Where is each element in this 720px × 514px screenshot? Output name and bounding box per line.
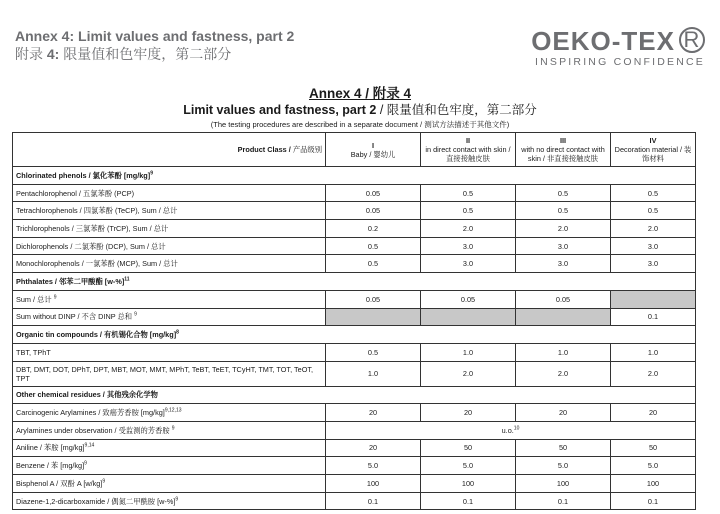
row-label: Sum / 总计 $^9$ [13, 290, 326, 308]
table-row-mcp [13, 255, 696, 273]
value-class-4: 100 [611, 475, 696, 493]
logo-wordmark: OEKO-TEX [531, 26, 675, 56]
value-class-1: 0.1 [326, 492, 421, 510]
value-class-4: 3.0 [611, 255, 696, 273]
value-class-4: 2.0 [611, 361, 696, 386]
row-label: Trichlorophenols / 三氯苯酚 (TrCP), Sum / 总计 [13, 220, 326, 238]
section-row-other-residues: Other chemical residues / 其他残余化学物 [13, 386, 696, 404]
table-row-bisphenol-a [13, 475, 696, 493]
row-label: Monochlorophenols / 一氯苯酚 (MCP), Sum / 总计 [13, 255, 326, 273]
value-class-1: 0.5 [326, 255, 421, 273]
value-class-1: 20 [326, 439, 421, 457]
value-class-2: 0.05 [421, 290, 516, 308]
value-class-4: 5.0 [611, 457, 696, 475]
value-class-3: 0.5 [516, 184, 611, 202]
value-class-3: 5.0 [516, 457, 611, 475]
product-class-header-row [13, 133, 696, 167]
table-row-trcp [13, 220, 696, 238]
table-row-dbt-group [13, 361, 696, 386]
value-class-2: 3.0 [421, 255, 516, 273]
oeko-tex-logo [531, 26, 705, 68]
value-class-3: 20 [516, 404, 611, 422]
value-class-1: 0.5 [326, 343, 421, 361]
value-class-1: 5.0 [326, 457, 421, 475]
value-class-4: 1.0 [611, 343, 696, 361]
table-row-diazene-dicarboxamide [13, 492, 696, 510]
value-class-2: 2.0 [421, 361, 516, 386]
value-class-3: 50 [516, 439, 611, 457]
value-class-2: 20 [421, 404, 516, 422]
value-class-1: 0.05 [326, 290, 421, 308]
value-class-3: 100 [516, 475, 611, 493]
value-class-1: 0.05 [326, 184, 421, 202]
product-class-1: I Baby / 婴幼儿 [326, 133, 421, 167]
value-class-4: 20 [611, 404, 696, 422]
table-row-carcinogenic-arylamines [13, 404, 696, 422]
table-row-arylamines-under-observation [13, 421, 696, 439]
row-label: DBT, DMT, DOT, DPhT, DPT, MBT, MOT, MMT, MPhT, TeBT, TeET, TCyHT, TMT, TOT, TeOT, TPT [13, 361, 326, 386]
not-applicable-cell [611, 290, 696, 308]
value-class-2: 2.0 [421, 220, 516, 238]
page-header [15, 28, 705, 76]
value-class-1: 0.2 [326, 220, 421, 238]
annex-subtitle: Limit values and fastness, part 2 / 限量值和色牢度，第二部分 [183, 103, 537, 117]
value-class-3: 3.0 [516, 237, 611, 255]
value-class-3: 2.0 [516, 220, 611, 238]
section-row-chlorinated-phenols: Chlorinated phenols / 氯化苯酚 $[mg/kg]^9$ [13, 167, 696, 185]
table-row-aniline [13, 439, 696, 457]
value-class-1: 1.0 [326, 361, 421, 386]
document-title-en: Annex 4: Limit values and fastness, part 2 [15, 28, 295, 44]
value-class-2: 100 [421, 475, 516, 493]
row-label: Bisphenol A / 双酚 A $[w/kg]^9$ [13, 475, 326, 493]
value-class-2: 1.0 [421, 343, 516, 361]
section-row-organic-tin: Organic tin compounds / 有机锡化合物 $[mg/kg]^8$ [13, 326, 696, 344]
product-class-4: IV Decoration material / 装饰材料 [611, 133, 696, 167]
product-class-2: II in direct contact with skin / 直接接触皮肤 [421, 133, 516, 167]
row-label: Sum without DINP / 不含 DINP 总和 $^9$ [13, 308, 326, 326]
row-label: Dichlorophenols / 二氯苯酚 (DCP), Sum / 总计 [13, 237, 326, 255]
value-class-4: 0.1 [611, 308, 696, 326]
value-class-1: 0.05 [326, 202, 421, 220]
table-row-phthalates-sum [13, 290, 696, 308]
value-class-1: 20 [326, 404, 421, 422]
document-title-zh: 附录 4: 限量值和色牢度，第二部分 [15, 46, 232, 62]
annex-title: Annex 4 / 附录 4 [308, 86, 412, 101]
not-applicable-cell [326, 308, 421, 326]
row-label: Arylamines under observation / 受监测的芳香胺 $^9$ [13, 421, 326, 439]
value-class-4: 2.0 [611, 220, 696, 238]
product-class-3: III with no direct contact with skin / 非直接接触皮肤 [516, 133, 611, 167]
value-class-2: 0.5 [421, 202, 516, 220]
table-row-pcp [13, 184, 696, 202]
registered-icon: R [679, 27, 705, 53]
annex-note: (The testing procedures are described in a separate document / 测试方法描述于其他文件) [210, 120, 510, 129]
table-row-benzene [13, 457, 696, 475]
value-class-3: 0.5 [516, 202, 611, 220]
row-label: Diazene-1,2-dicarboxamide / 偶氮二甲酰胺 $[w-\%]^9$ [13, 492, 326, 510]
value-class-4: 0.1 [611, 492, 696, 510]
row-label: Pentachlorophenol / 五氯苯酚 (PCP) [13, 184, 326, 202]
value-class-3: 1.0 [516, 343, 611, 361]
value-class-2: 0.5 [421, 184, 516, 202]
not-applicable-cell [516, 308, 611, 326]
value-class-2: 50 [421, 439, 516, 457]
value-class-1: 0.5 [326, 237, 421, 255]
value-class-4: 0.5 [611, 184, 696, 202]
value-class-2: 5.0 [421, 457, 516, 475]
value-class-3: 3.0 [516, 255, 611, 273]
not-applicable-cell [421, 308, 516, 326]
row-label: Aniline / 苯胺 $[mg/kg]^{9,14}$ [13, 439, 326, 457]
row-label: Tetrachlorophenols / 四氯苯酚 (TeCP), Sum / 总计 [13, 202, 326, 220]
limits-table [12, 132, 696, 510]
row-label: TBT, TPhT [13, 343, 326, 361]
value-class-3: 2.0 [516, 361, 611, 386]
table-row-dcp [13, 237, 696, 255]
value-class-3: 0.05 [516, 290, 611, 308]
table-row-tbt [13, 343, 696, 361]
value-class-4: 0.5 [611, 202, 696, 220]
section-row-phthalates: Phthalates / 邻苯二甲酸酯 $[w-\%]^{11}$ [13, 273, 696, 291]
logo-tagline: INSPIRING CONFIDENCE [534, 56, 705, 68]
value-class-4: 50 [611, 439, 696, 457]
value-class-4: 3.0 [611, 237, 696, 255]
row-label: Benzene / 苯 $[mg/kg]^9$ [13, 457, 326, 475]
value-class-2: 0.1 [421, 492, 516, 510]
table-row-phthalates-without-dinp [13, 308, 696, 326]
value-all-classes: u.o.$^{10}$ [326, 421, 696, 439]
value-class-1: 100 [326, 475, 421, 493]
row-label: Carcinogenic Arylamines / 致癌芳香胺 $[mg/kg]^{9,12,13}$ [13, 404, 326, 422]
product-class-label: Product Class / 产品级别 [13, 133, 326, 167]
table-row-tecp [13, 202, 696, 220]
value-class-2: 3.0 [421, 237, 516, 255]
value-class-3: 0.1 [516, 492, 611, 510]
